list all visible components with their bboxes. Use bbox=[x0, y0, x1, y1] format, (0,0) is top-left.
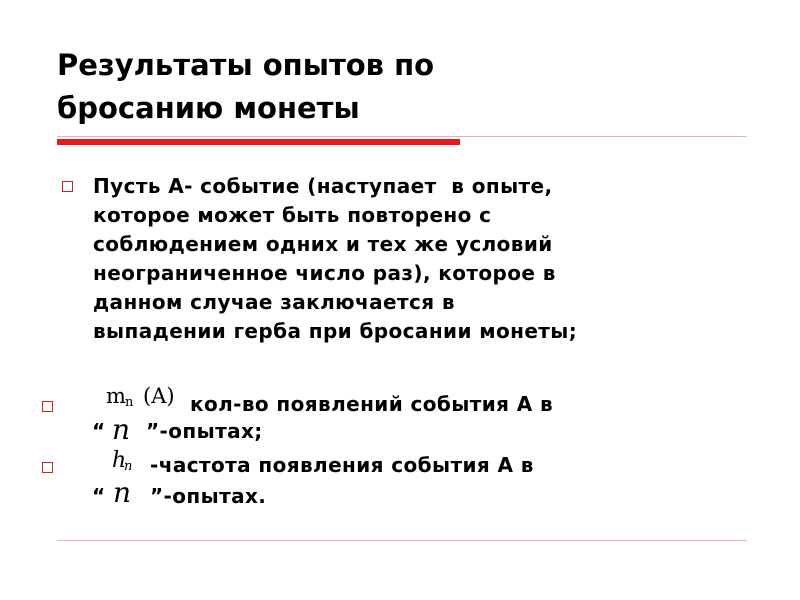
title-line-1: Результаты опытов по bbox=[57, 48, 435, 82]
bullet-1-line-6: выпадении герба при бросании монеты; bbox=[93, 319, 578, 343]
bullet-1-line-3: соблюдением одних и тех же условий bbox=[93, 232, 553, 256]
bullet-1-line-5: данном случае заключается в bbox=[93, 290, 455, 314]
bullet-3-open-quote: “ bbox=[92, 484, 106, 508]
bullet-3-line-1: -частота появления события А в bbox=[150, 453, 534, 477]
math-h-subscript: n bbox=[124, 459, 133, 474]
bullet-3-line-2: ”-опытах. bbox=[150, 484, 267, 508]
title-divider-thin bbox=[57, 136, 747, 137]
slide-title bbox=[57, 44, 757, 130]
math-m-argument: (A) bbox=[143, 384, 175, 408]
math-n: n bbox=[112, 413, 131, 446]
footer-divider bbox=[57, 540, 747, 541]
bullet-1-line-4: неограниченное число раз), которое в bbox=[93, 261, 556, 285]
bullet-square-icon bbox=[42, 462, 53, 473]
math-h: h bbox=[112, 448, 127, 473]
bullet-2-line-1: кол-во появлений события А в bbox=[190, 392, 554, 416]
bullet-1-line-2: которое может быть повторено с bbox=[93, 203, 492, 227]
bullet-square-icon bbox=[42, 401, 53, 412]
math-m: m bbox=[106, 384, 126, 408]
math-m-subscript: n bbox=[125, 395, 134, 410]
bullet-2-line-2: ”-опытах; bbox=[146, 419, 263, 443]
bullet-2-open-quote: “ bbox=[92, 419, 106, 443]
bullet-square-icon bbox=[62, 181, 73, 192]
bullet-1-line-1: Пусть А- событие (наступает в опыте, bbox=[93, 174, 553, 198]
math-fraction-denominator: n bbox=[113, 476, 132, 509]
title-line-2: бросанию монеты bbox=[57, 91, 360, 125]
title-divider-accent bbox=[57, 139, 460, 145]
